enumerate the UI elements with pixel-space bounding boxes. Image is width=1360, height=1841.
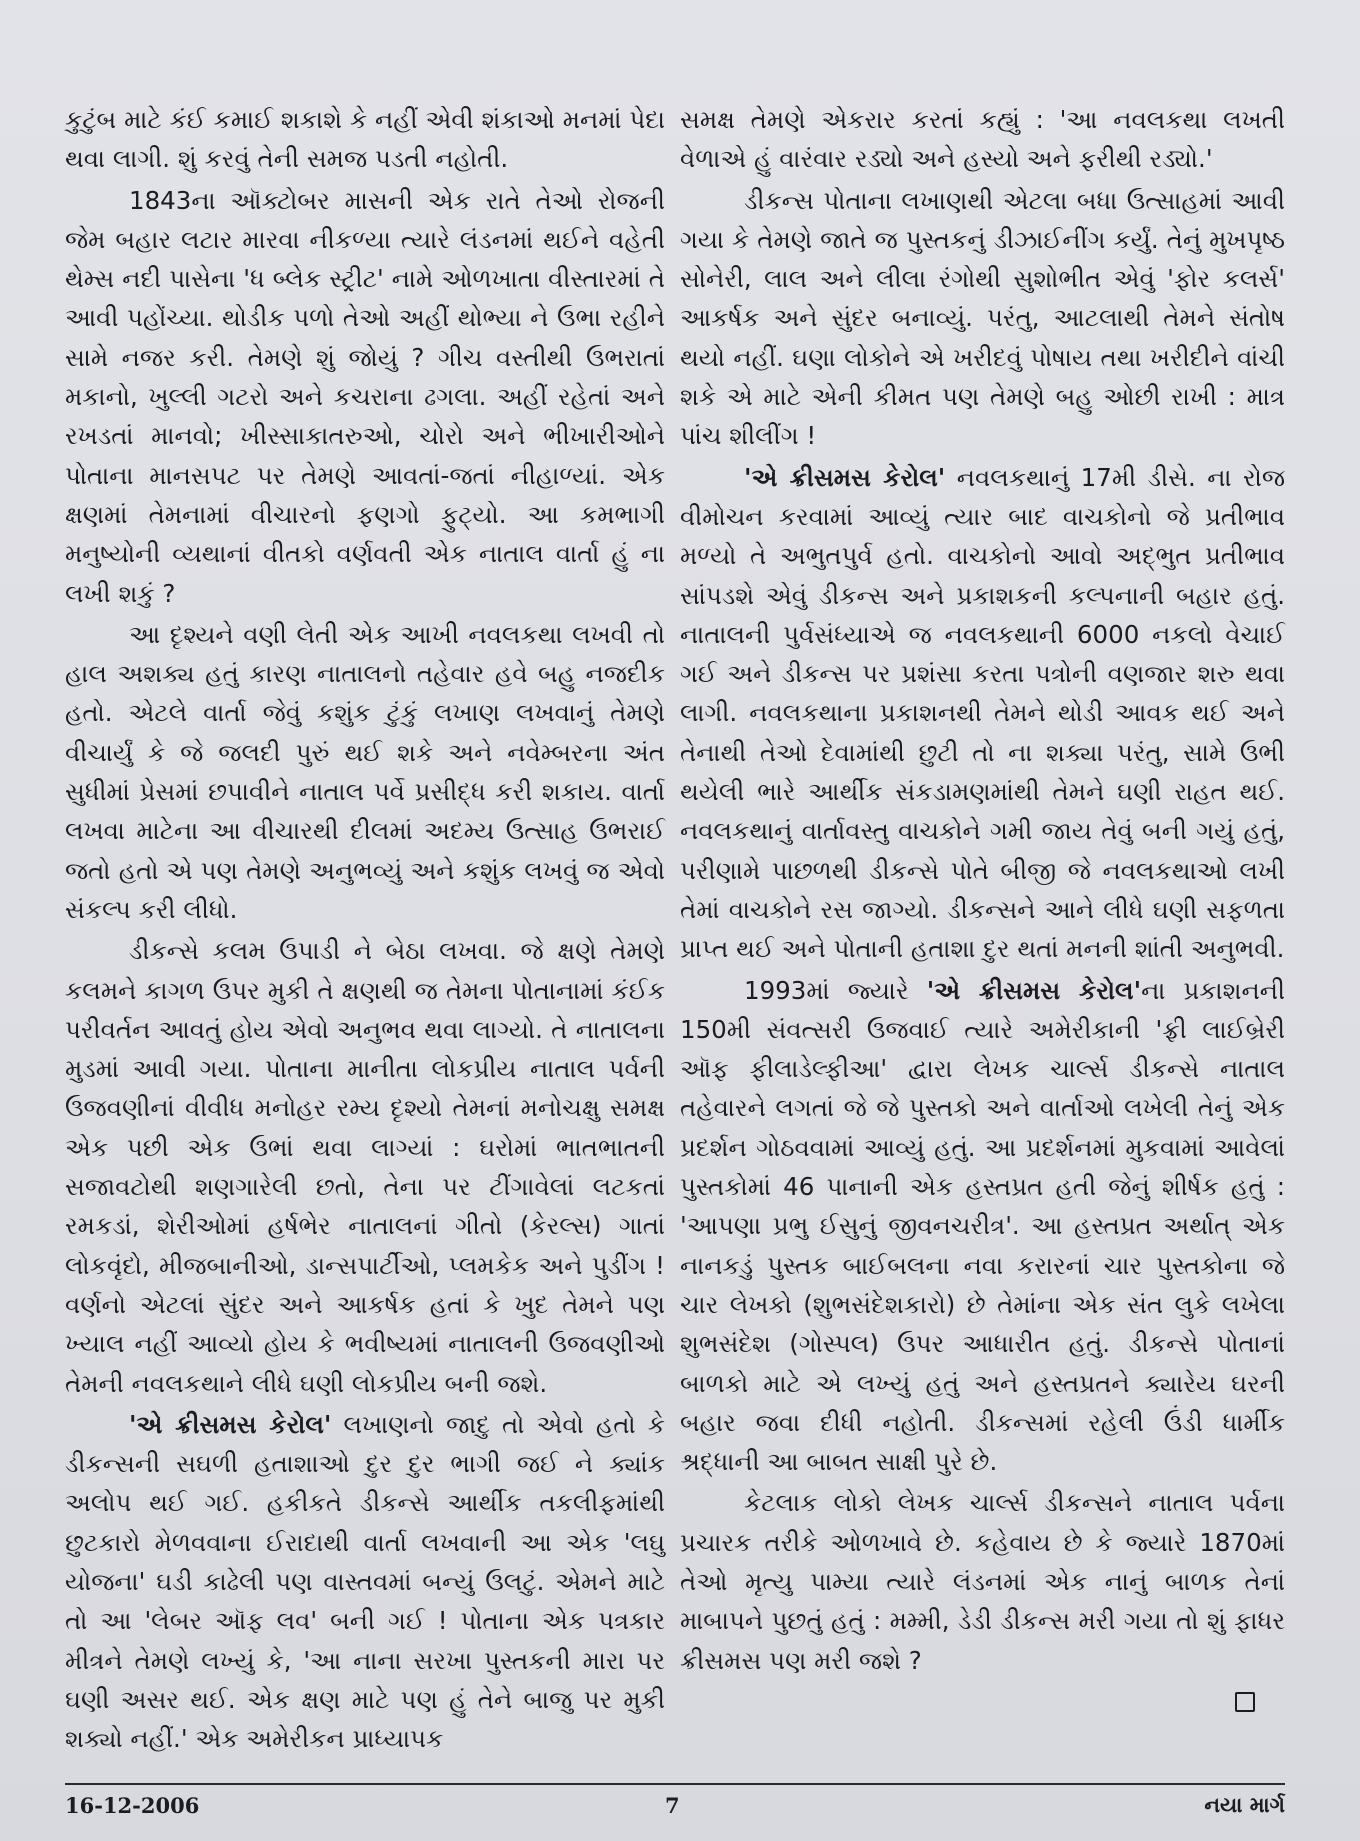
paragraph: કુટુંબ માટે કંઈ કમાઈ શકાશે કે નહીં એવી શંકાઓ મનમાં પેદા થવા લાગી. શું કરવું તેની સમજ પડતી નહોતી. — [65, 105, 665, 174]
book-title: 'એ ક્રીસમસ કેરોલ' — [744, 462, 946, 492]
paragraph-text: 1993માં જ્યારે — [744, 975, 927, 1005]
paragraph: સમક્ષ તેમણે એકરાર કરતાં કહ્યું : 'આ નવલકથા લખતી વેળાએ હું વારંવાર રડ્યો અને હસ્યો અને ફરીથી રડ્યો.' — [680, 105, 1285, 174]
paragraph: આ દૃશ્યને વણી લેતી એક આખી નવલકથા લખવી તો હાલ અશક્ય હતું કારણ નાતાલનો તહેવાર હવે બહુ નજદીક હતો. એટલે વાર્તા જેવું કશુંક ટુંકું લખાણ લખવાનું તેમણે વીચાર્યું કે જે જલદી પુરું થઈ શકે અને નવેમ્બરના અંત સુધીમાં પ્રેસમાં છપાવીને નાતાલ પર્વે પ્રસીદ્ધ કરી શકાય. વાર્તા લખવા માટેના આ વીચારથી દીલમાં અદમ્ય ઉત્સાહ ઉભરાઈ જતો હતો એ પણ તેમણે અનુભવ્યું અને કશુંક લખવું જ એવો સંકલ્પ કરી લીધો. — [65, 619, 665, 924]
issue-date: 16-12-2006 — [65, 1793, 200, 1818]
page-number: 7 — [665, 1793, 680, 1818]
book-title: 'એ ક્રીસમસ કેરોલ' — [926, 975, 1142, 1005]
square-icon — [1235, 1692, 1255, 1712]
paragraph: ડીકન્સ પોતાના લખાણથી એટલા બધા ઉત્સાહમાં આવી ગયા કે તેમણે જાતે જ પુસ્તકનું ડીઝાઈનીંગ કર્યું. તેનું મુખપૃષ્ઠ સોનેરી, લાલ અને લીલા રંગોથી સુશોભીત એવું 'ફોર કલર્સ' આકર્ષક અને સુંદર બનાવ્યું. પરંતુ, આટલાથી તેમને સંતોષ થયો નહીં. ઘણા લોકોને એ ખરીદવું પોષાય તથા ખરીદીને વાંચી શકે એ માટે એની કીમત પણ તેમણે બહુ ઓછી રાખી : માત્ર પાંચ શીલીંગ ! — [680, 185, 1285, 451]
paragraph: કેટલાક લોકો લેખક ચાર્લ્સ ડીકન્સને નાતાલ પર્વના પ્રચારક તરીકે ઓળખાવે છે. કહેવાય છે કે જ્યારે 1870માં તેઓ મૃત્યુ પામ્યા ત્યારે લંડનમાં એક નાનું બાળક તેનાં માબાપને પુછતું હતું : મમ્મી, ડેડી ડીકન્સ મરી ગયા તો શું ફાધર ક્રીસમસ પણ મરી જશે ? — [680, 1488, 1285, 1675]
page-footer — [65, 1793, 1285, 1827]
paragraph-text: ના પ્રકાશનની 150મી સંવત્સરી ઉજવાઈ ત્યારે અમેરીકાની 'ફ્રી લાઈબ્રેરી ઑફ ફીલાડેલ્ફીઆ' દ્વારા લેખક ચાર્લ્સ ડીકન્સે નાતાલ તહેવારને લગતાં જે જે પુસ્તકો અને વાર્તાઓ લખેલી તેનું એક પ્રદર્શન ગોઠવવામાં આવ્યું હતું. આ પ્રદર્શનમાં મુકવામાં આવેલાં પુસ્તકોમાં 46 પાનાની એક હસ્તપ્રત હતી જેનું શીર્ષક હતું : 'આપણા પ્રભુ ઈસુનું જીવનચરીત્ર'. આ હસ્તપ્રત અર્થાત્ એક નાનકડું પુસ્તક બાઈબલના નવા કરારનાં ચાર પુસ્તકોના જે ચાર લેખકો (શુભસંદેશકારો) છે તેમાંના એક સંત લુકે લખેલા શુભસંદેશ (ગોસ્પલ) ઉપર આધારીત હતું. ડીકન્સે પોતાનાં બાળકો માટે એ લખ્યું હતું અને હસ્તપ્રતને ક્યારેય ઘરની બહાર જવા દીધી નહોતી. ડીકન્સમાં રહેલી ઉંડી ધાર્મીક શ્રદ્ધાની આ બાબત સાક્ષી પુરે છે. — [680, 975, 1286, 1477]
paragraph — [65, 1405, 665, 1759]
paragraph — [680, 458, 1285, 969]
paragraph-text: લખાણનો જાદુ તો એવો હતો કે ડીકન્સની સઘળી હતાશાઓ દુર દુર ભાગી જઈ ને ક્યાંક અલોપ થઈ ગઈ. હકીકતે ડીકન્સે આર્થીક તકલીફમાંથી છુટકારો મેળવવાના ઈરાદાથી વાર્તા લખવાની આ એક 'લઘુ યોજના' ઘડી કાઢેલી પણ વાસ્તવમાં બન્યું ઉલટું. એમને માટે તો આ 'લેબર ઑફ લવ' બની ગઈ ! પોતાના એક પત્રકાર મીત્રને તેમણે લખ્યું કે, 'આ નાના સરખા પુસ્તકની મારા પર ઘણી અસર થઈ. એક ક્ષણ માટે પણ હું તેને બાજુ પર મુકી શક્યો નહીં.' એક અમેરીકન પ્રાધ્યાપક — [65, 1409, 665, 1754]
book-title: 'એ ક્રીસમસ કેરોલ' — [129, 1409, 332, 1439]
right-column — [680, 100, 1285, 1723]
footer-rule — [65, 1783, 1285, 1785]
paragraph — [680, 971, 1285, 1482]
paragraph-text: નવલકથાનું 17મી ડીસે. ના રોજ વીમોચન કરવામાં આવ્યું ત્યાર બાદ વાચકોનો જે પ્રતીભાવ મળ્યો તે અભુતપુર્વ હતો. વાચકોનો આવો અદ્ભુત પ્રતીભાવ સાંપડશે એવું ડીકન્સ અને પ્રકાશકની કલ્પનાની બહાર હતું. નાતાલની પુર્વસંધ્યાએ જ નવલકથાની 6000 નકલો વેચાઈ ગઈ અને ડીકન્સ પર પ્રશંસા કરતા પત્રોની વણજાર શરુ થવા લાગી. નવલકથાના પ્રકાશનથી તેમને થોડી આવક થઈ અને તેનાથી તેઓ દેવામાંથી છુટી તો ના શક્યા પરંતુ, સામે ઉભી થયેલી ભારે આર્થીક સંકડામણમાંથી તેમને ઘણી રાહત થઈ. નવલકથાનું વાર્તાવસ્તુ વાચકોને ગમી જાય તેવું બની ગયું હતું, પરીણામે પાછળથી ડીકન્સે પોતે બીજી જે નવલકથાઓ લખી તેમાં વાચકોને રસ જાગ્યો. ડીકન્સને આને લીધે ઘણી સફળતા પ્રાપ્ત થઈ અને પોતાની હતાશા દુર થતાં મનની શાંતી અનુભવી. — [680, 462, 1285, 964]
left-column — [65, 100, 665, 1760]
end-of-article-mark — [680, 1684, 1285, 1723]
paragraph: ડીકન્સે કલમ ઉપાડી ને બેઠા લખવા. જે ક્ષણે તેમણે કલમને કાગળ ઉપર મુકી તે ક્ષણથી જ તેમના પોતાનામાં કંઈક પરીવર્તન આવતું હોય એવો અનુભવ થવા લાગ્યો. તે નાતાલના મુડમાં આવી ગયા. પોતાના માનીતા લોકપ્રીય નાતાલ પર્વની ઉજવણીનાં વીવીધ મનોહર રમ્ય દૃશ્યો તેમનાં મનોચક્ષુ સમક્ષ એક પછી એક ઉભાં થવા લાગ્યાં : ઘરોમાં ભાતભાતની સજાવટોથી શણગારેલી છતો, તેના પર ટીંગાવેલાં લટકતાં રમકડાં, શેરીઓમાં હર્ષભેર નાતાલનાં ગીતો (કેરલ્સ) ગાતાં લોકવૃંદો, મીજબાનીઓ, ડાન્સપાર્ટીઓ, પ્લમકેક અને પુડીંગ ! વર્ણનો એટલાં સુંદર અને આકર્ષક હતાં કે ખુદ તેમને પણ ખ્યાલ નહીં આવ્યો હોય કે ભવીષ્યમાં નાતાલની ઉજવણીઓ તેમની નવલકથાને લીધે ઘણી લોકપ્રીય બની જશે. — [65, 936, 665, 1398]
magazine-name: નયા માર્ગ — [1204, 1793, 1285, 1817]
paragraph: 1843ના ઑક્ટોબર માસની એક રાતે તેઓ રોજની જેમ બહાર લટાર મારવા નીકળ્યા ત્યારે લંડનમાં થઈને વહેતી થેમ્સ નદી પાસેના 'ધ બ્લેક સ્ટ્રીટ' નામે ઓળખાતા વીસ્તારમાં તે આવી પહોંચ્યા. થોડીક પળો તેઓ અહીં થોભ્યા ને ઉભા રહીને સામે નજર કરી. તેમણે શું જોયું ? ગીચ વસ્તીથી ઉભરાતાં મકાનો, ખુલ્લી ગટરો અને કચરાના ઢગલા. અહીં રહેતાં અને રખડતાં માનવો; ખીસ્સાકાતરુઓ, ચોરો અને ભીખારીઓને પોતાના માનસપટ પર તેમણે આવતાં-જતાં નીહાળ્યાં. એક ક્ષણમાં તેમનામાં વીચારનો ફણગો ફુટ્યો. આ કમભાગી મનુષ્યોની વ્યથાનાં વીતકો વર્ણવતી એક નાતાલ વાર્તા હું ના લખી શકું ? — [65, 185, 665, 608]
